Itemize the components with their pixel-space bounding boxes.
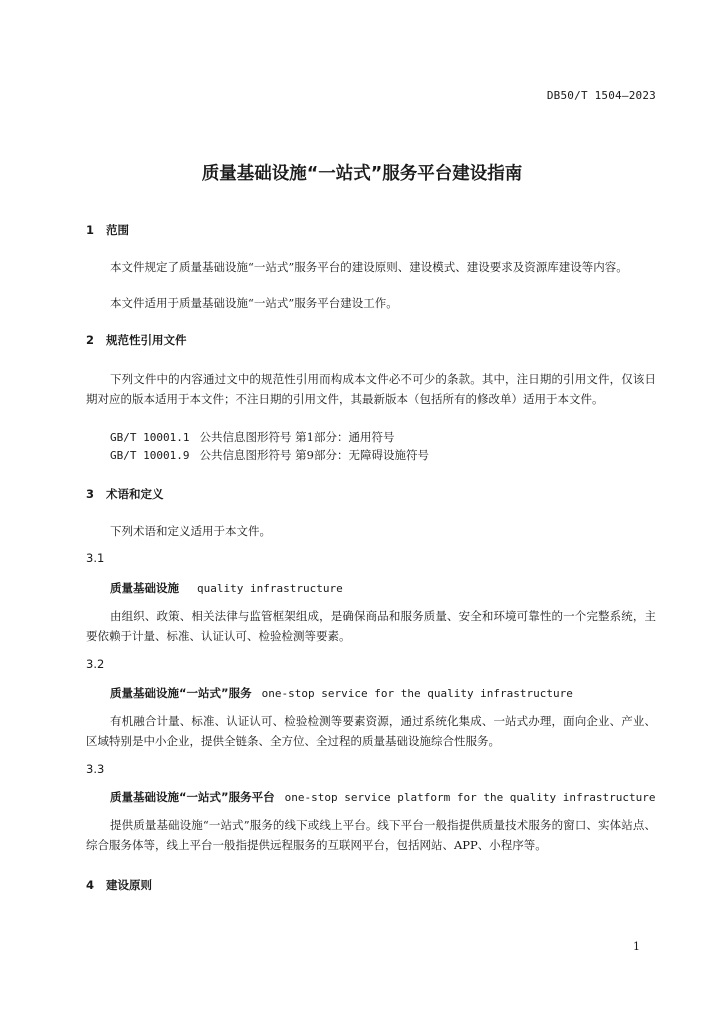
reference-code: GB/T 10001.9 xyxy=(110,449,190,462)
section-number: 4 xyxy=(86,878,95,892)
term-number: 3.2 xyxy=(86,657,105,671)
reference-title: 公共信息图形符号 第9部分：无障碍设施符号 xyxy=(199,448,429,462)
section-2-paragraph-1: 下列文件中的内容通过文中的规范性引用而构成本文件必不可少的条款。其中，注日期的引用文件，仅该日期对应的版本适用于本文件；不注日期的引用文件，其最新版本（包括所有的修改单）适用于本文件。 xyxy=(86,372,656,406)
section-number: 3 xyxy=(86,487,95,501)
document-title: 质量基础设施“一站式”服务平台建设指南 xyxy=(201,164,523,184)
section-2-heading xyxy=(86,332,187,348)
section-number: 2 xyxy=(86,333,95,347)
term-english: one-stop service platform for the quality infrastructure xyxy=(284,791,656,804)
section-1-paragraph-2: 本文件适用于质量基础设施“一站式”服务平台建设工作。 xyxy=(110,296,398,310)
section-4-heading xyxy=(86,877,152,893)
term-english: quality infrastructure xyxy=(197,582,343,595)
section-title: 范围 xyxy=(106,223,129,237)
term-number: 3.1 xyxy=(86,551,105,565)
document-code: DB50/T 1504—2023 xyxy=(546,89,656,102)
section-3-heading xyxy=(86,486,164,502)
section-3-paragraph-1: 下列术语和定义适用于本文件。 xyxy=(110,524,271,538)
section-title: 规范性引用文件 xyxy=(106,333,187,347)
section-number: 1 xyxy=(86,223,95,237)
normative-reference xyxy=(110,447,429,463)
term-definition: 有机融合计量、标准、认证认可、检验检测等要素资源，通过系统化集成、一站式办理，面向企业、产业、区域特别是中小企业，提供全链条、全方位、全过程的质量基础设施综合性服务。 xyxy=(86,714,656,748)
reference-title: 公共信息图形符号 第1部分：通用符号 xyxy=(199,430,395,444)
term-definition: 提供质量基础设施“一站式”服务的线下或线上平台。线下平台一般指提供质量技术服务的窗口、实体站点、综合服务体等，线上平台一般指提供远程服务的互联网平台，包括网站、APP、小程序等。 xyxy=(86,818,656,852)
term-name xyxy=(110,580,343,596)
section-1-heading xyxy=(86,222,129,238)
term-name xyxy=(110,685,573,701)
term-chinese: 质量基础设施 xyxy=(110,581,179,595)
term-english: one-stop service for the quality infrastructure xyxy=(261,687,573,700)
section-1-paragraph-1: 本文件规定了质量基础设施“一站式”服务平台的建设原则、建设模式、建设要求及资源库建设等内容。 xyxy=(110,260,628,274)
section-title: 术语和定义 xyxy=(106,487,164,501)
reference-code: GB/T 10001.1 xyxy=(110,431,190,444)
term-number: 3.3 xyxy=(86,762,105,776)
term-chinese: 质量基础设施“一站式”服务 xyxy=(110,686,252,700)
term-definition: 由组织、政策、相关法律与监管框架组成，是确保商品和服务质量、安全和环境可靠性的一个完整系统，主要依赖于计量、标准、认证认可、检验检测等要素。 xyxy=(86,609,656,643)
term-name xyxy=(110,789,656,805)
term-chinese: 质量基础设施“一站式”服务平台 xyxy=(110,790,275,804)
page-number: 1 xyxy=(633,940,640,953)
section-title: 建设原则 xyxy=(106,878,152,892)
normative-reference xyxy=(110,429,394,445)
